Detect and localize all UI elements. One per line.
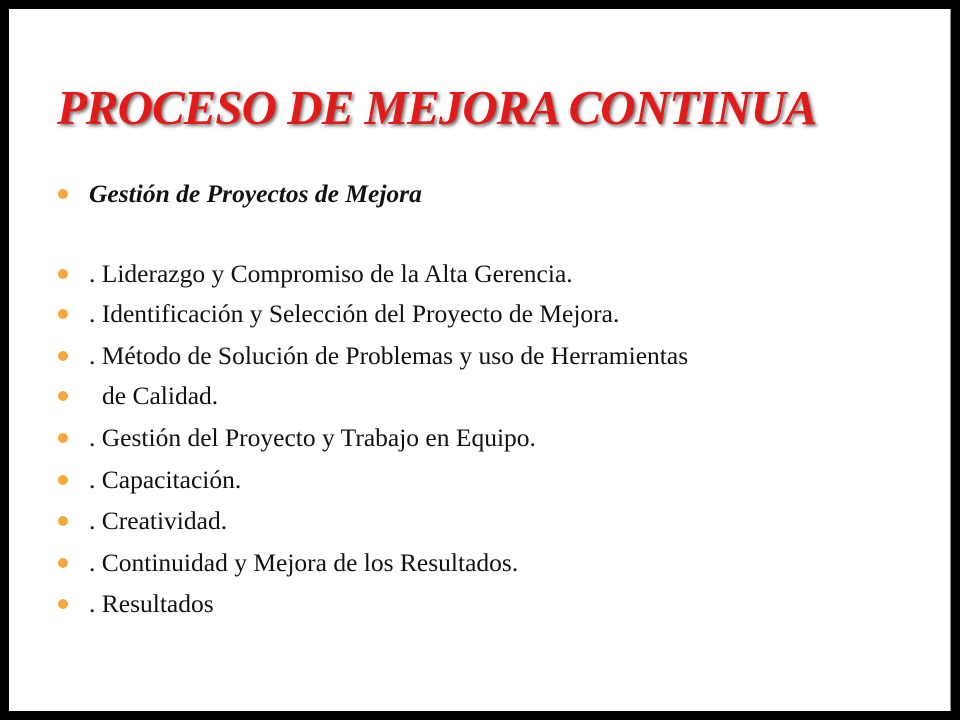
list-item-text: . Liderazgo y Compromiso de la Alta Gerencia. (89, 259, 573, 288)
list-item-text: . Creatividad. (89, 506, 228, 535)
bullet-icon (58, 433, 68, 443)
bullet-icon (58, 391, 68, 401)
bullet-icon (58, 475, 68, 485)
bullet-icon (58, 558, 68, 568)
list-item-text: de Calidad. (102, 381, 219, 410)
bullet-icon (58, 599, 68, 609)
list-item-text: . Método de Solución de Problemas y uso de Herramientas (89, 341, 689, 370)
list-item-text: . Capacitación. (89, 465, 242, 494)
slide (9, 9, 951, 711)
list-item-text: . Resultados (89, 589, 214, 618)
list-item-text: . Identificación y Selección del Proyecto de Mejora. (89, 299, 620, 328)
section-heading: Gestión de Proyectos de Mejora (89, 179, 422, 208)
bullet-icon (58, 351, 68, 361)
bullet-icon (58, 189, 68, 199)
list-item-text: . Continuidad y Mejora de los Resultados. (89, 548, 519, 577)
bullet-icon (58, 516, 68, 526)
bullet-icon (58, 269, 68, 279)
list-item-text: . Gestión del Proyecto y Trabajo en Equipo. (89, 423, 536, 452)
bullet-icon (58, 309, 68, 319)
slide-title: PROCESO DE MEJORA CONTINUA (57, 80, 817, 135)
